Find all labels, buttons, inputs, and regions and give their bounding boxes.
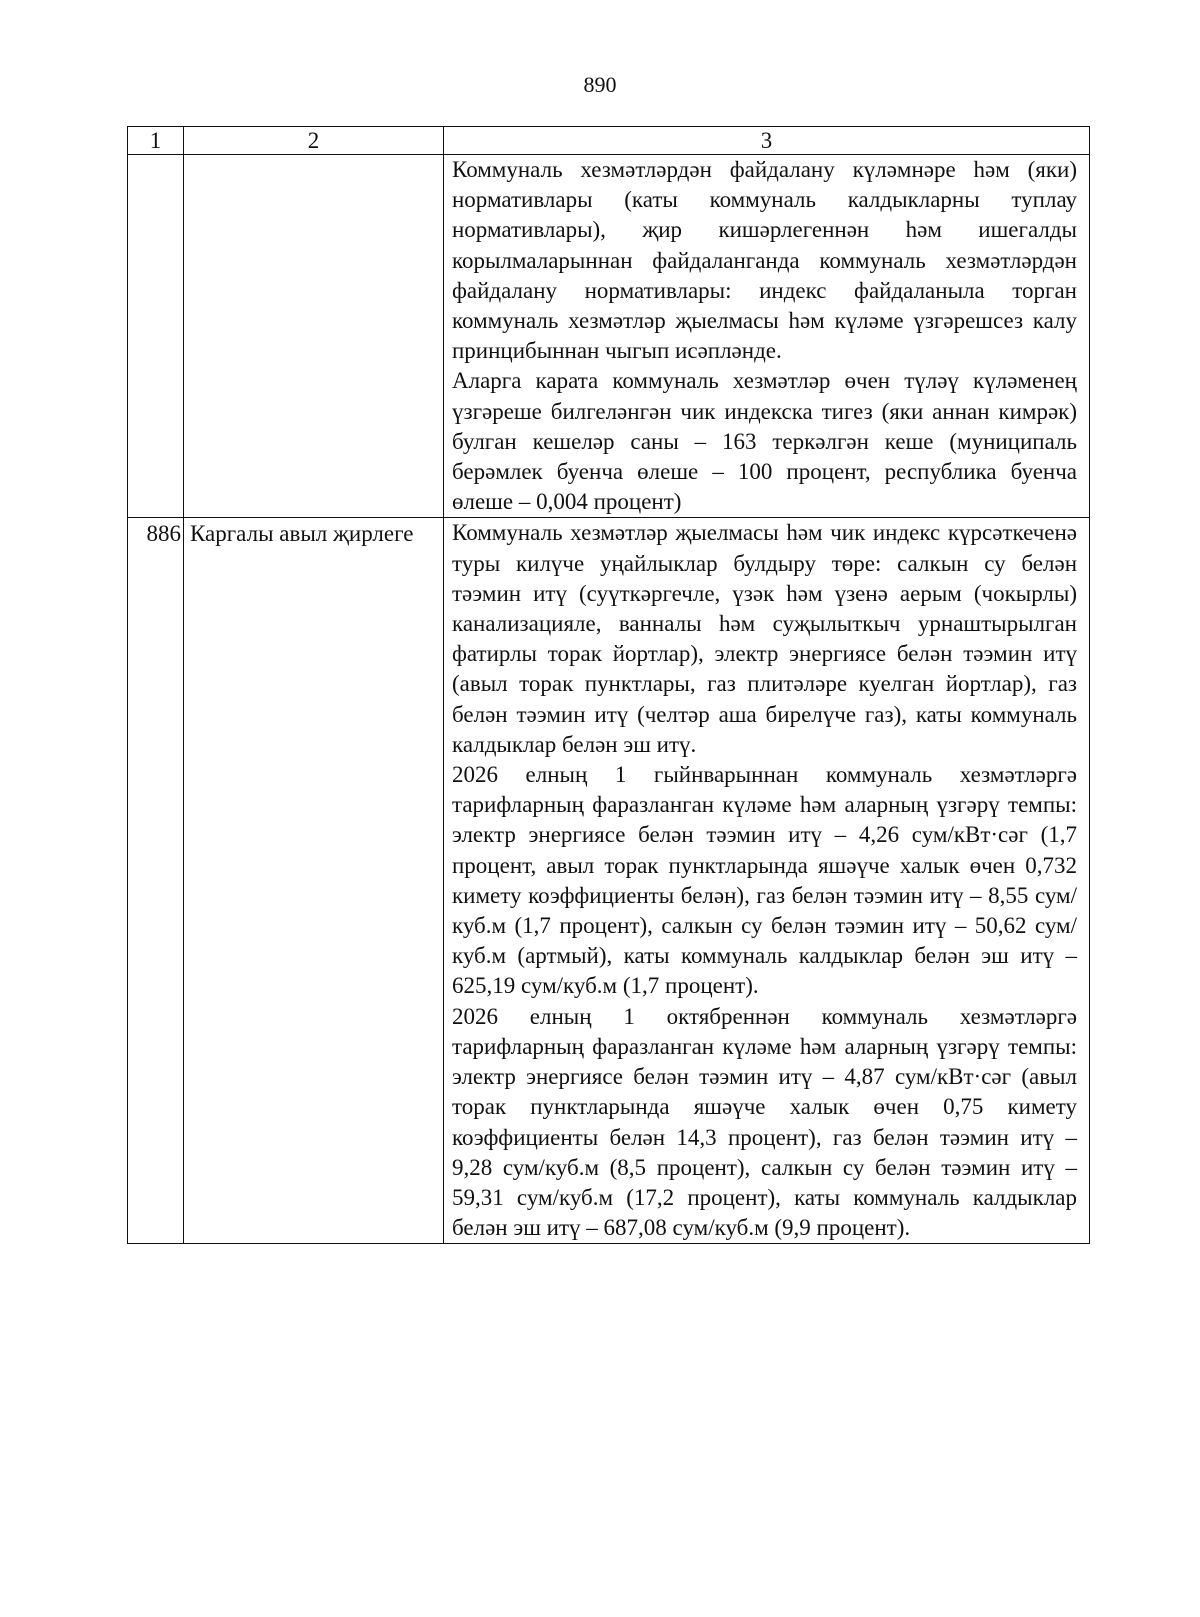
table-header-row: [128, 127, 1090, 155]
description-paragraph: 2026 елның 1 гыйнварыннан коммуналь хезмәтләргә тарифларның фаразланган күләме һәм аларның үзгәрү темпы: электр энергиясе белән тәэмин итү – 4,26 сум/кВт·сәг (1,7 процент, авыл торак пунктларында яшәүче халык өчен 0,732 кимету коэффициенты белән), газ белән тәэмин итү – 8,55 сум/куб.м (1,7 процент), салкын су белән тәэмин итү – 50,62 сум/куб.м (артмый), каты коммуналь калдыклар белән эш итү – 625,19 сум/куб.м (1,7 процент).: [452, 762, 1077, 999]
row-number-cell: 886: [128, 518, 184, 1244]
row-description-cell: [444, 155, 1090, 518]
row-number-cell: [128, 155, 184, 518]
description-paragraph: Коммуналь хезмәтләр җыелмасы һәм чик индекс күрсәткеченә туры килүче уңайлыклар булдыру төре: салкын су белән тәэмин итү (суүткәргечле, үзәк һәм үзенә аерым (чокырлы) канализацияле, ванналы һәм суҗылыткыч урнаштырылган фатирлы торак йортлар), электр энергиясе белән тәэмин итү (авыл торак пунктлары, газ плитәләре куелган йортлар), газ белән тәэмин итү (челтәр аша бирелүче газ), каты коммуналь калдыклар белән эш итү.: [452, 520, 1077, 757]
table-row-886: [128, 518, 1090, 1244]
description-paragraph: 2026 елның 1 октябреннән коммуналь хезмәтләргә тарифларның фаразланган күләме һәм аларның үзгәрү темпы: электр энергиясе белән тәэмин итү – 4,87 сум/кВт·сәг (авыл торак пунктларында яшәүче халык өчен 0,75 кимету коэффициенты белән 14,3 процент), газ белән тәэмин итү – 9,28 сум/куб.м (8,5 процент), салкын су белән тәэмин итү – 59,31 сум/куб.м (17,2 процент), каты коммуналь калдыклар белән эш итү – 687,08 сум/куб.м (9,9 процент).: [452, 1003, 1077, 1241]
column-header-3: 3: [444, 127, 1090, 155]
row-name-cell: Каргалы авыл җирлеге: [184, 518, 444, 1244]
document-table: [127, 126, 1090, 1244]
page-number: 890: [583, 72, 617, 97]
row-name-cell: [184, 155, 444, 518]
row-description-cell: [444, 518, 1090, 1244]
description-paragraph: Аларга карата коммуналь хезмәтләр өчен түләү күләменең үзгәреше билгеләнгән чик индекска тигез (яки аннан кимрәк) булган кешеләр саны – 163 теркәлгән кеше (муниципаль берәмлек буенча өлеше – 100 процент, республика буенча өлеше – 0,004 процент): [452, 368, 1077, 515]
column-header-1: 1: [128, 127, 184, 155]
column-header-2: 2: [184, 127, 444, 155]
description-paragraph: Коммуналь хезмәтләрдән файдалану күләмнәре һәм (яки) нормативлары (каты коммуналь калдыкларны туплау нормативлары), җир кишәрлегеннән һәм ишегалды корылмаларыннан файдаланганда коммуналь хезмәтләрдән файдалану нормативлары: индекс файдаланыла торган коммуналь хезмәтләр җыелмасы һәм күләме үзгәрешсез калу принцибыннан чыгып исәпләнде.: [452, 157, 1077, 364]
table-row-continued: [128, 155, 1090, 518]
